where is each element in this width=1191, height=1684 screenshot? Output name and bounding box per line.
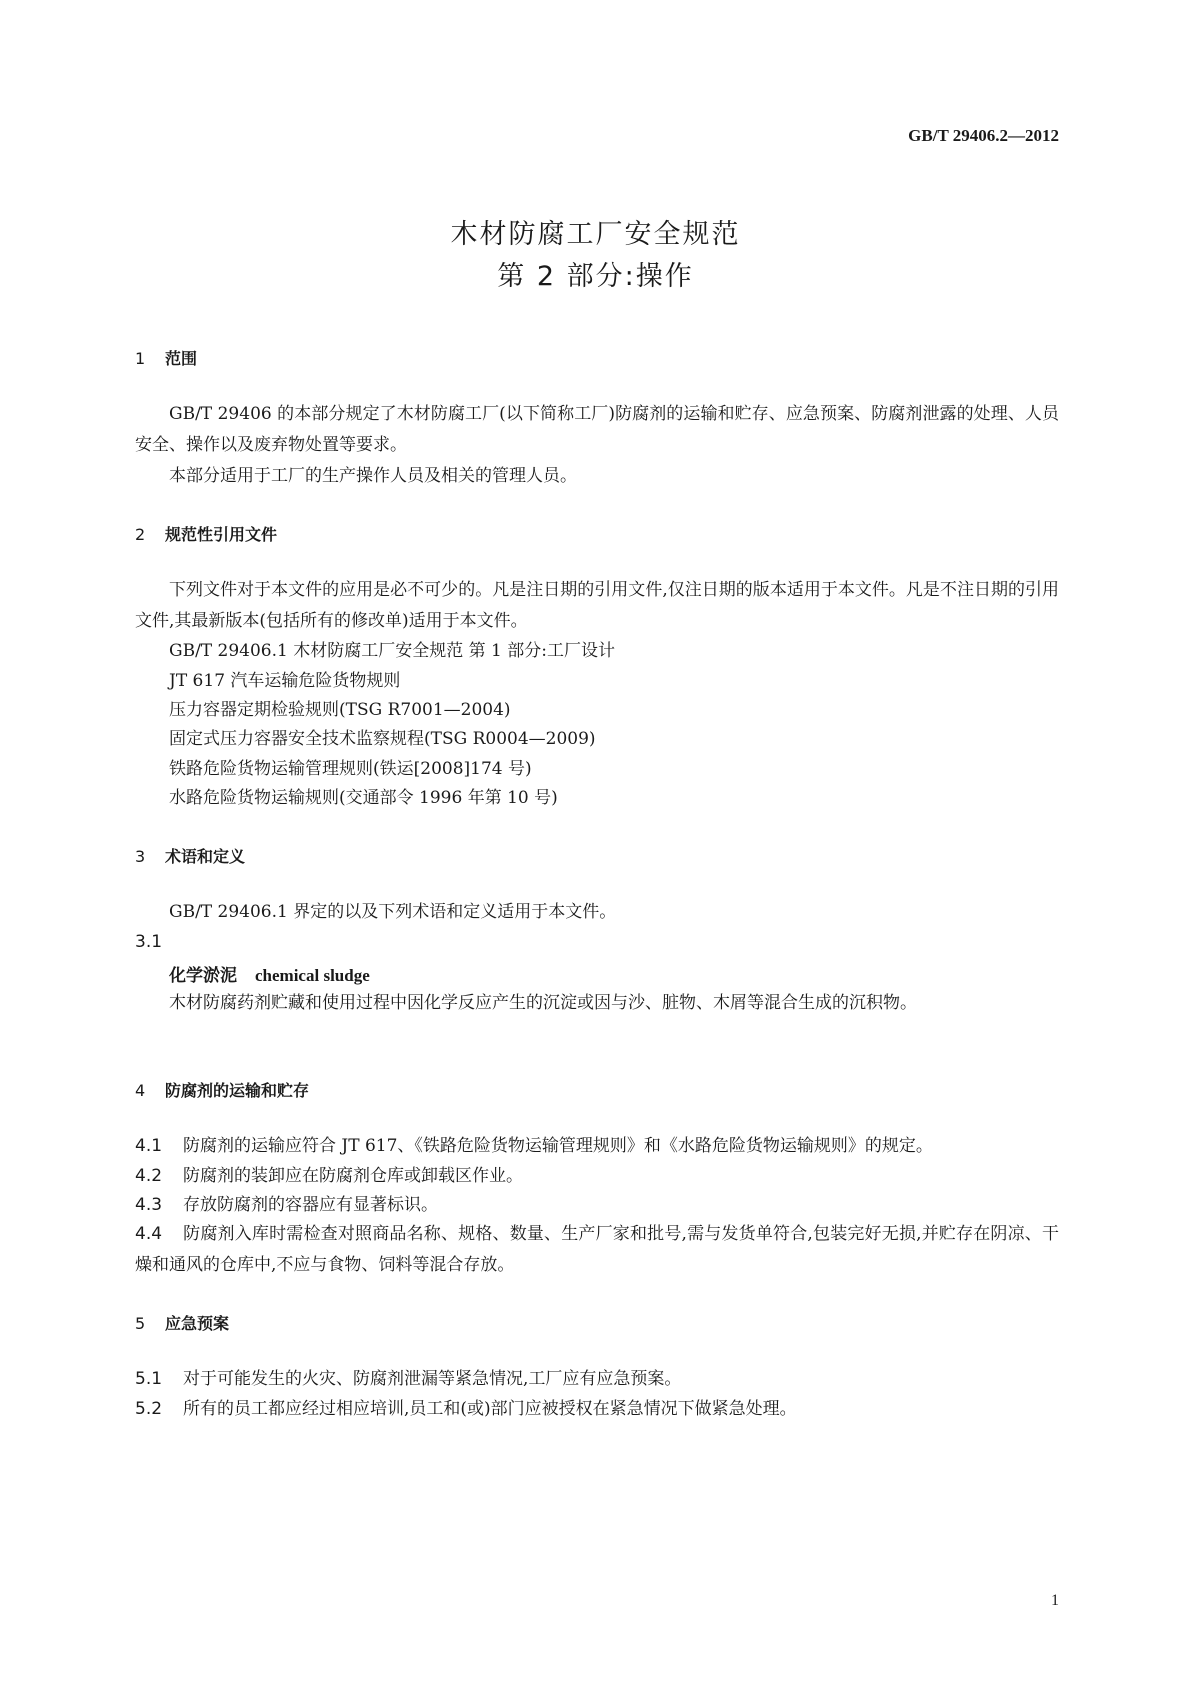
reference-item: GB/T 29406.1 木材防腐工厂安全规范 第 1 部分:工厂设计 bbox=[169, 641, 616, 661]
paragraph: 下列文件对于本文件的应用是必不可少的。凡是注日期的引用文件,仅注日期的版本适用于本文件。凡是不注日期的引用文件,其最新版本(包括所有的修改单)适用于本文件。 bbox=[135, 580, 1059, 631]
clause-text: 对于可能发生的火灾、防腐剂泄漏等紧急情况,工厂应有应急预案。 bbox=[183, 1369, 682, 1389]
clause-text: 存放防腐剂的容器应有显著标识。 bbox=[183, 1195, 438, 1215]
section-heading-scope bbox=[135, 346, 197, 369]
document-title: 木材防腐工厂安全规范 bbox=[450, 219, 741, 250]
reference-item: 铁路危险货物运输管理规则(铁运[2008]174 号) bbox=[169, 759, 532, 779]
section-title: 术语和定义 bbox=[165, 847, 246, 866]
clause-text: 所有的员工都应经过相应培训,员工和(或)部门应被授权在紧急情况下做紧急处理。 bbox=[183, 1399, 797, 1419]
term-english: chemical sludge bbox=[255, 966, 370, 985]
term-entry bbox=[169, 961, 370, 986]
section-number: 1 bbox=[135, 349, 146, 368]
paragraph: GB/T 29406.1 界定的以及下列术语和定义适用于本文件。 bbox=[169, 902, 617, 922]
section-heading-emergency-plan bbox=[135, 1311, 229, 1334]
section-title: 范围 bbox=[165, 349, 198, 368]
clause bbox=[135, 1131, 1059, 1162]
clause-number: 4.2 bbox=[135, 1166, 163, 1186]
page-number: 1 bbox=[1051, 1592, 1059, 1609]
reference-item: 水路危险货物运输规则(交通部令 1996 年第 10 号) bbox=[169, 788, 558, 808]
clause-text: 防腐剂的装卸应在防腐剂仓库或卸载区作业。 bbox=[183, 1166, 523, 1186]
document-subtitle: 第 2 部分:操作 bbox=[497, 261, 694, 292]
term-chinese: 化学淤泥 bbox=[169, 966, 237, 986]
clause-number: 5.2 bbox=[135, 1399, 163, 1419]
clause bbox=[135, 1190, 1059, 1221]
term-definition: 木材防腐药剂贮藏和使用过程中因化学反应产生的沉淀或因与沙、脏物、木屑等混合生成的沉积物。 bbox=[169, 993, 917, 1013]
section-title: 规范性引用文件 bbox=[165, 525, 278, 544]
clause-text: 防腐剂的运输应符合 JT 617、《铁路危险货物运输管理规则》和《水路危险货物运输规则》的规定。 bbox=[183, 1136, 933, 1156]
clause-number: 4.1 bbox=[135, 1136, 163, 1156]
section-number: 5 bbox=[135, 1314, 146, 1333]
section-number: 4 bbox=[135, 1081, 146, 1100]
paragraph: 本部分适用于工厂的生产操作人员及相关的管理人员。 bbox=[169, 466, 577, 486]
term-number: 3.1 bbox=[135, 932, 163, 952]
section-heading-normative-references bbox=[135, 522, 277, 545]
reference-item: 压力容器定期检验规则(TSG R7001—2004) bbox=[169, 700, 511, 720]
clause bbox=[135, 1219, 1059, 1281]
standard-number: GB/T 29406.2—2012 bbox=[908, 126, 1059, 145]
reference-item: JT 617 汽车运输危险货物规则 bbox=[169, 671, 401, 691]
clause bbox=[135, 1161, 1059, 1192]
section-number: 2 bbox=[135, 525, 146, 544]
section-number: 3 bbox=[135, 847, 146, 866]
paragraph: GB/T 29406 的本部分规定了木材防腐工厂(以下简称工厂)防腐剂的运输和贮存、应急预案、防腐剂泄露的处理、人员安全、操作以及废弃物处置等要求。 bbox=[135, 404, 1059, 455]
reference-item: 固定式压力容器安全技术监察规程(TSG R0004—2009) bbox=[169, 729, 596, 749]
section-heading-terms bbox=[135, 844, 245, 867]
clause bbox=[135, 1364, 1059, 1395]
clause-number: 4.4 bbox=[135, 1224, 163, 1244]
clause-number: 4.3 bbox=[135, 1195, 163, 1215]
section-heading-transport-storage bbox=[135, 1078, 309, 1101]
section-title: 防腐剂的运输和贮存 bbox=[165, 1081, 310, 1100]
clause bbox=[135, 1394, 1059, 1425]
clause-number: 5.1 bbox=[135, 1369, 163, 1389]
clause-text: 防腐剂入库时需检查对照商品名称、规格、数量、生产厂家和批号,需与发货单符合,包装完好无损,并贮存在阴凉、干燥和通风的仓库中,不应与食物、饲料等混合存放。 bbox=[135, 1224, 1059, 1275]
section-title: 应急预案 bbox=[165, 1314, 230, 1333]
